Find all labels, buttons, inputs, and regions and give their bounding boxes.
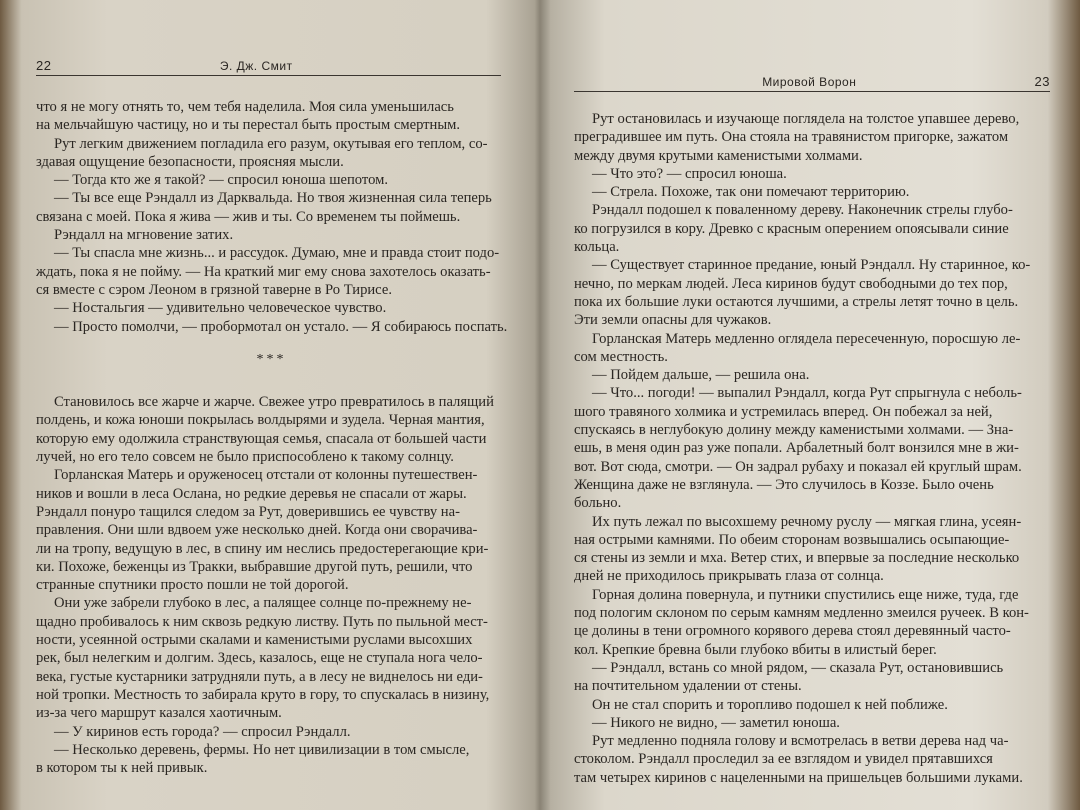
text-line: Женщина даже не взглянула. — Это случилось в Коззе. Было очень: [574, 476, 994, 493]
text-line: под пологим склоном по серым камням медленно змеился ручеек. В кон-: [574, 605, 1029, 622]
text-line: Рэндалл на мгновение затих.: [54, 227, 234, 244]
text-line: ная острыми камнями. По обеим сторонам возвышались осыпающие-: [574, 531, 1010, 548]
text-line: Они уже забрели глубоко в лес, а палящее солнце по-прежнему не-: [54, 595, 472, 612]
section-separator: ***: [256, 351, 287, 367]
left-page: [0, 0, 535, 810]
text-line: преградившее им путь. Она стояла на травянистом пригорке, зажатом: [574, 129, 1009, 146]
text-line: странные спутники просто пошли не той дорогой.: [36, 577, 349, 594]
text-line: ки. Похоже, беженцы из Тракки, выбравшие другой путь, решили, что: [36, 558, 473, 575]
text-line: ников и вошли в леса Ослана, но редкие деревья не спасали от жары.: [36, 485, 467, 502]
text-line: — Ностальгия — удивительно человеческое чувство.: [54, 300, 387, 317]
text-line: ся стены из земли и мха. Ветер стих, и впервые за последние несколько: [574, 550, 1020, 567]
right-page-header: [574, 74, 1050, 92]
text-line: которую ему одолжила странствующая семья, спасала от большей части: [36, 430, 487, 447]
text-line: — Пойдем дальше, — решила она.: [592, 367, 810, 384]
right-page: [540, 0, 1080, 810]
text-line: — Просто помолчи, — пробормотал он устало. — Я собираюсь поспать.: [54, 318, 508, 335]
text-line: между двумя крутыми каменистыми холмами.: [574, 147, 863, 164]
left-text-block-top: [36, 98, 507, 336]
text-line: из-за чего маршрут казался хаотичным.: [36, 705, 282, 722]
text-line: щадно пробивалось к ним сквозь редкую листву. Путь по пыльной мест-: [36, 613, 488, 630]
text-line: рек, был нелегким и долгим. Здесь, казалось, еще не ступала нога чело-: [36, 650, 483, 667]
text-line: на почтительном удалении от стены.: [574, 678, 802, 695]
text-line: Их путь лежал по высохшему речному руслу — мягкая глина, усеян-: [592, 513, 1022, 530]
text-line: — Тогда кто же я такой? — спросил юноша шепотом.: [54, 172, 388, 189]
text-line: ной тропки. Местность то забирала круто в гору, то спускалась в низину,: [36, 686, 490, 703]
text-line: там четырех киринов с нацеленными на пришельцев большими луками.: [574, 769, 1023, 786]
page-number-left: 22: [36, 58, 52, 73]
text-line: ждать, пока я не пойму. — На краткий миг ему снова захотелось оказать-: [36, 263, 491, 280]
text-line: Он не стал спорить и торопливо подошел к ней поближе.: [592, 696, 948, 713]
left-text-block-bottom: [36, 393, 507, 777]
text-line: ко погрузился в кору. Древко с красным оперением опоясывали синие: [574, 220, 1009, 237]
text-line: в котором ты к ней привык.: [36, 760, 208, 777]
text-line: — Рэндалл, встань со мной рядом, — сказала Рут, остановившись: [592, 659, 1004, 676]
running-head-author: Э. Дж. Смит: [219, 59, 293, 73]
text-line: — Что это? — спросил юноша.: [592, 165, 787, 182]
text-line: це долины в тени огромного корявого дерева стоял деревянный часто-: [574, 623, 1011, 640]
page-number-right: 23: [1034, 74, 1050, 89]
text-line: Становилось все жарче и жарче. Свежее утро превратилось в палящий: [54, 394, 494, 411]
text-line: спускаясь в неглубокую долину между каменистыми холмами. — Зна-: [574, 422, 1014, 439]
text-line: связана с моей. Пока я жива — жив и ты. Со временем ты поймешь.: [36, 208, 461, 225]
text-line: здавая ощущение безопасности, проясняя мысли.: [36, 153, 344, 170]
left-page-text: [36, 98, 507, 777]
text-line: — Существует старинное предание, юный Рэндалл. Ну старинное, ко-: [592, 257, 1031, 274]
text-line: Горланская Матерь медленно оглядела пересеченную, поросшую ле-: [592, 330, 1021, 347]
text-line: — Никого не видно, — заметил юноша.: [592, 714, 840, 731]
text-line: больно.: [574, 495, 622, 512]
text-line: — Стрела. Похоже, так они помечают территорию.: [592, 184, 910, 201]
text-line: на мельчайшую частицу, но и ты перестал быть простым смертным.: [36, 117, 461, 134]
text-line: кол. Крепкие бревна были глубоко вбиты в илистый берег.: [574, 641, 937, 658]
text-line: лучей, но его тело совсем не было приспособлено к такому солнцу.: [36, 449, 454, 466]
text-line: полдень, и кожа юноши покрылась волдырями и зудела. Черная мантия,: [36, 412, 485, 429]
text-line: дней не приходилось прикрывать глаза от солнца.: [574, 568, 884, 585]
text-line: Рут легким движением погладила его разум, окутывая его теплом, со-: [54, 135, 488, 152]
text-line: ли на тропу, ведущую в лес, в спину им неслись предостерегающие кри-: [36, 540, 489, 557]
text-line: что я не могу отнять то, чем тебя наделила. Моя сила уменьшилась: [36, 99, 454, 115]
text-line: века, густые кустарники затрудняли путь, а в лесу не виднелось ни еди-: [36, 668, 483, 685]
text-line: сом местность.: [574, 348, 668, 365]
text-line: Горланская Матерь и оруженосец отстали от колонны путешествен-: [54, 467, 478, 484]
left-page-header: [36, 58, 501, 76]
text-line: шого травяного холмика и устремилась вперед. Он побежал за ней,: [574, 403, 993, 420]
text-line: Эти земли опасны для чужаков.: [574, 312, 772, 329]
text-line: — У киринов есть города? — спросил Рэндалл.: [54, 723, 351, 740]
running-head-title: Мировой Ворон: [762, 75, 857, 89]
text-line: — Несколько деревень, фермы. Но нет цивилизации в том смысле,: [54, 741, 470, 758]
right-text-block: [574, 110, 1050, 787]
right-page-text: [574, 110, 1050, 787]
text-line: пока их большие луки остаются лучшими, а стрелы летят точно в цель.: [574, 293, 1019, 310]
text-line: Рут медленно подняла голову и всмотрелась в ветви дерева над ча-: [592, 733, 1009, 750]
text-line: Рут остановилась и изучающе поглядела на толстое упавшее дерево,: [592, 111, 1020, 127]
text-line: правления. Они шли вдвоем уже несколько дней. Когда они сворачива-: [36, 522, 478, 539]
text-line: нечно, по меркам людей. Леса киринов будут свободными до тех пор,: [574, 275, 1008, 292]
text-line: — Ты все еще Рэндалл из Дарквальда. Но твоя жизненная сила теперь: [54, 190, 492, 207]
text-line: — Что... погоди! — выпалил Рэндалл, когда Рут спрыгнула с неболь-: [592, 385, 1022, 402]
text-line: ешь, в меня один раз уже попали. Арбалетный болт вонзился мне в жи-: [574, 440, 1019, 457]
text-line: стоколом. Рэндалл проследил за ее взглядом и увидел прятавшихся: [574, 751, 993, 768]
text-line: Рэндалл понуро тащился следом за Рут, доверившись ее чувству на-: [36, 503, 460, 520]
text-line: ся вместе с сэром Леоном в грязной таверне в Ро Тирисе.: [36, 281, 392, 298]
text-line: кольца.: [574, 239, 620, 256]
text-line: ности, усеянной острыми скалами и каменистыми руслами высохших: [36, 632, 473, 649]
text-line: Горная долина повернула, и путники спустились еще ниже, туда, где: [592, 586, 1019, 603]
text-line: Рэндалл подошел к поваленному дереву. Наконечник стрелы глубо-: [592, 202, 1013, 219]
text-line: вот. Вот сюда, смотри. — Он задрал рубаху и показал ей круглый шрам.: [574, 458, 1022, 475]
text-line: — Ты спасла мне жизнь... и рассудок. Думаю, мне и правда стоит подо-: [54, 245, 500, 262]
